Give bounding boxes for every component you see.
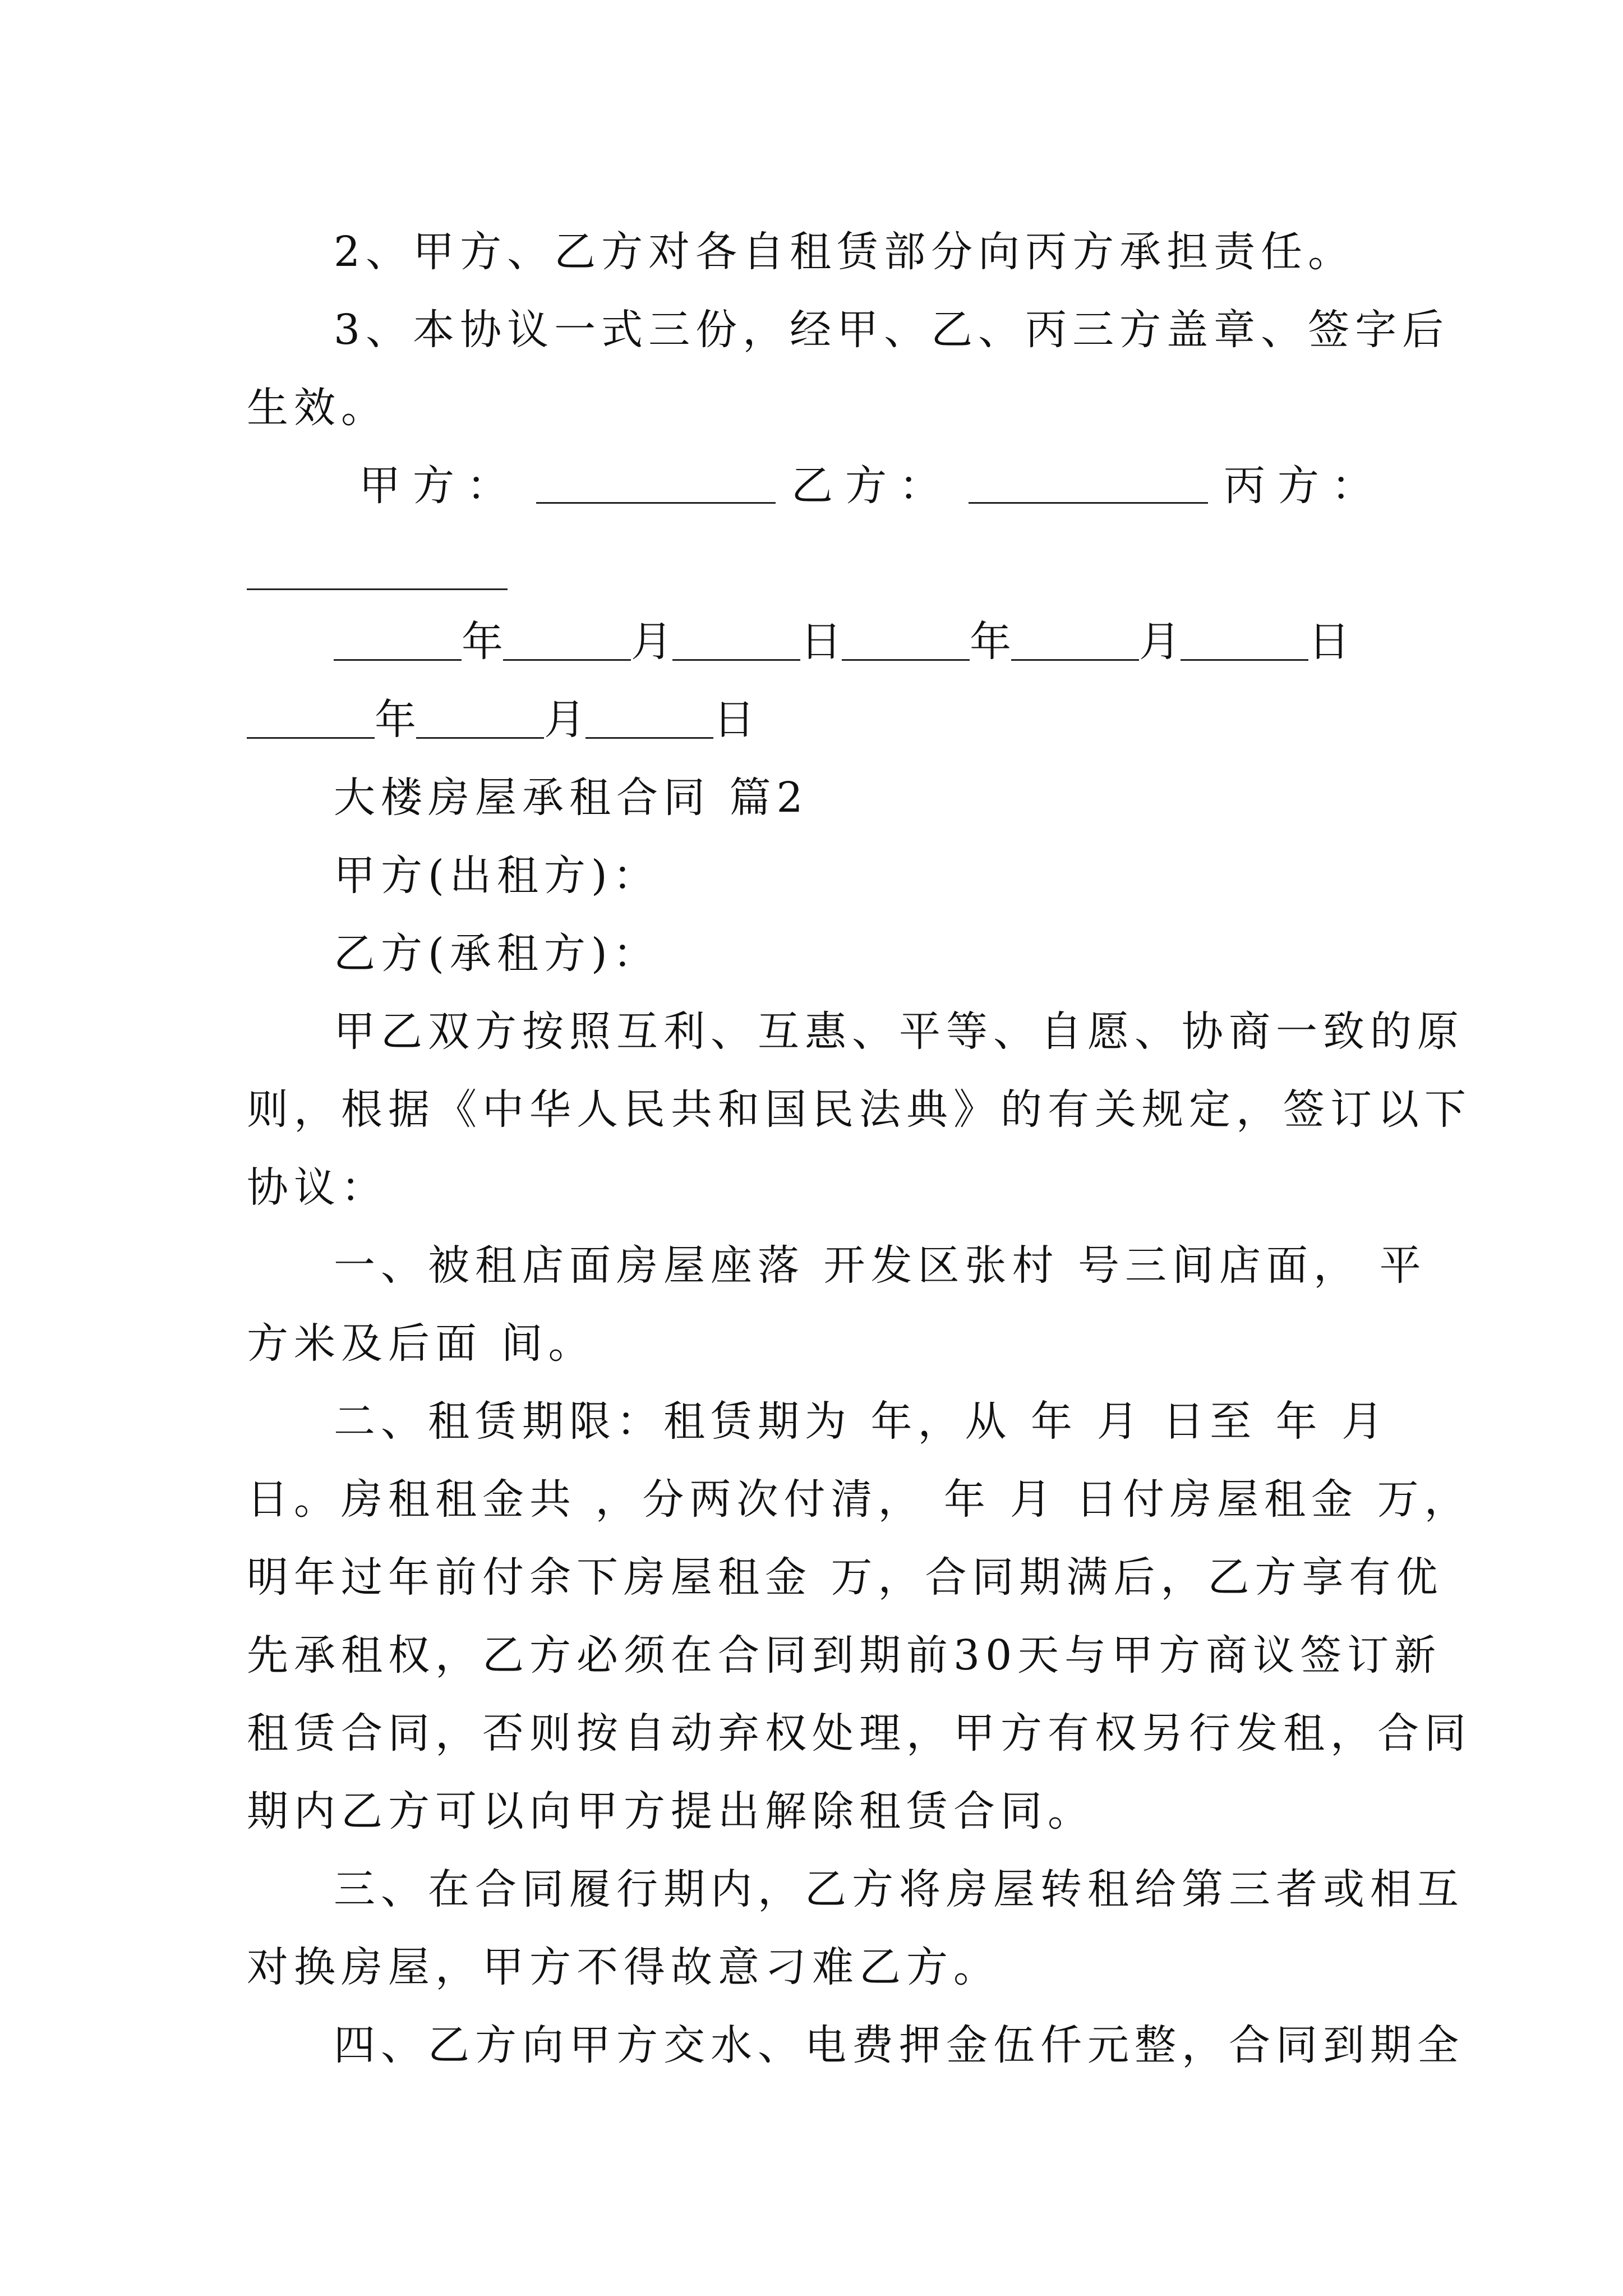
party-line: 甲方(出租方)： [334,852,660,900]
party-b-signature-blank[interactable] [969,468,1208,504]
paragraph-line: 三、在合同履行期内，乙方将房屋转租给第三者或相互 [334,1865,1464,1913]
paragraph-line: 则，根据《中华人民共和国民法典》的有关规定，签订以下 [247,1085,1472,1134]
signature-row [247,447,1385,525]
paragraph-line: 先承租权，乙方必须在合同到期前30天与甲方商议签订新 [247,1631,1442,1680]
day-label: 日 [1308,618,1350,666]
paragraph-line: 甲乙双方按照互利、互惠、平等、自愿、协商一致的原 [334,1007,1464,1056]
party-a-signature-blank[interactable] [536,468,776,504]
day-blank[interactable] [672,633,800,661]
paragraph-line: 协议： [247,1163,388,1212]
section-heading: 大楼房屋承租合同 篇2 [334,774,809,822]
party-c-blank-row [247,525,1385,603]
document-page [247,213,1472,2085]
paragraph-line: 一、被租店面房屋座落 开发区张村 号三间店面， 平 [334,1241,1427,1290]
party-c-signature-blank[interactable] [247,555,508,590]
party-b-label: 乙方： [791,462,953,510]
year-blank[interactable] [842,633,970,661]
date-row [247,603,1385,681]
paragraph-line: 2、甲方、乙方对各自租赁部分向丙方承担责任。 [334,228,1355,276]
date-row [247,681,1385,759]
paragraph-line: 明年过年前付余下房屋租金 万，合同期满后，乙方享有优 [247,1553,1444,1602]
paragraph-line: 生效。 [247,384,388,432]
year-label: 年 [375,696,416,744]
month-label: 月 [631,618,672,666]
day-label: 日 [800,618,842,666]
month-blank[interactable] [1011,633,1139,661]
paragraph-line: 四、乙方向甲方交水、电费押金伍仟元整，合同到期全 [334,2021,1464,2069]
year-label: 年 [970,618,1011,666]
month-blank[interactable] [503,633,631,661]
day-blank[interactable] [1181,633,1308,661]
day-blank[interactable] [585,711,713,739]
party-a-label: 甲方： [359,462,520,510]
paragraph-line: 3、本协议一式三份，经甲、乙、丙三方盖章、签字后 [334,306,1450,354]
year-blank[interactable] [247,711,375,739]
month-label: 月 [544,696,585,744]
paragraph-line: 方米及后面 间。 [247,1319,596,1368]
paragraph-line: 期内乙方可以向甲方提出解除租赁合同。 [247,1787,1095,1835]
paragraph-line: 对换房屋，甲方不得故意刁难乙方。 [247,1943,1000,1991]
month-label: 月 [1139,618,1181,666]
month-blank[interactable] [416,711,544,739]
year-label: 年 [462,618,503,666]
paragraph-line: 日。房租租金共 ，分两次付清， 年 月 日付房屋租金 万， [247,1475,1472,1524]
paragraph-line: 二、租赁期限：租赁期为 年，从 年 月 日至 年 月 [334,1397,1389,1446]
party-line: 乙方(承租方)： [334,930,660,978]
paragraph-line: 租赁合同，否则按自动弃权处理，甲方有权另行发租，合同 [247,1709,1472,1757]
day-label: 日 [713,696,755,744]
party-c-label: 丙方： [1224,462,1385,510]
year-blank[interactable] [334,633,462,661]
